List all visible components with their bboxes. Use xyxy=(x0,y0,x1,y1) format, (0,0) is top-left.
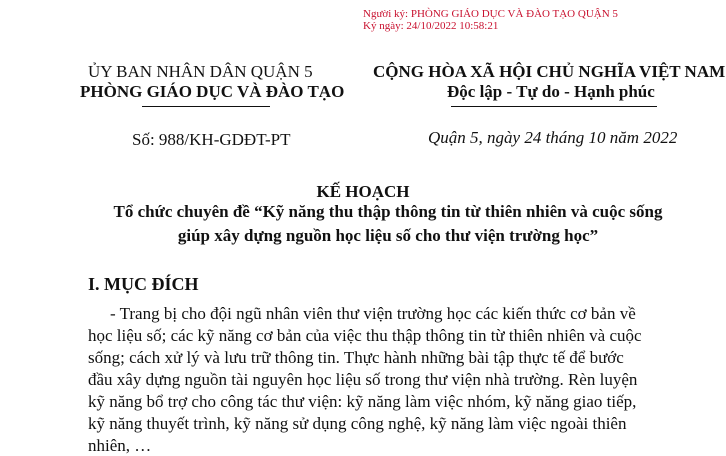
signature-signer: Người ký: PHÒNG GIÁO DỤC VÀ ĐÀO TẠO QUẬN 5 xyxy=(363,8,618,20)
motto-underline-divider xyxy=(451,106,657,107)
digital-signature xyxy=(363,8,618,32)
document-subtitle-line: giúp xây dựng nguồn học liệu số cho thư viện trường học” xyxy=(177,226,599,245)
document-number: Số: 988/KH-GDĐT-PT xyxy=(132,130,291,149)
place-and-date: Quận 5, ngày 24 tháng 10 năm 2022 xyxy=(428,128,678,147)
national-motto: Độc lập - Tự do - Hạnh phúc xyxy=(447,82,655,101)
body-text-line: học liệu số; các kỹ năng cơ bản của việc thu thập thông tin từ thiên nhiên và cuộc xyxy=(88,326,642,345)
body-text-line: sống; cách xử lý và lưu trữ thông tin. Thực hành những bài tập thực tế để bước xyxy=(88,348,624,367)
signature-date: Ký ngày: 24/10/2022 10:58:21 xyxy=(363,20,499,32)
body-text-line: nhiên, … xyxy=(88,436,152,455)
document-title: KẾ HOẠCH xyxy=(316,182,410,201)
org-underline-divider xyxy=(142,106,270,107)
body-text-line: - Trang bị cho đội ngũ nhân viên thư viện trường học các kiến thức cơ bản về xyxy=(110,304,636,323)
section-heading: I. MỤC ĐÍCH xyxy=(88,274,199,294)
document-subtitle-line: Tổ chức chuyên đề “Kỹ năng thu thập thông tin từ thiên nhiên và cuộc sống xyxy=(113,202,663,221)
national-title: CỘNG HÒA XÃ HỘI CHỦ NGHĨA VIỆT NAM xyxy=(373,62,726,81)
body-text-line: kỹ năng thuyết trình, kỹ năng sử dụng công nghệ, kỹ năng làm việc ngoài thiên xyxy=(88,414,627,433)
body-text-line: đầu xây dựng nguồn tài nguyên học liệu số trong thư viện nhà trường. Rèn luyện xyxy=(88,370,638,389)
issuing-department: PHÒNG GIÁO DỤC VÀ ĐÀO TẠO xyxy=(80,82,345,101)
body-text-line: kỹ năng bổ trợ cho công tác thư viện: kỹ năng làm việc nhóm, kỹ năng giao tiếp, xyxy=(88,392,637,411)
issuing-authority: ỦY BAN NHÂN DÂN QUẬN 5 xyxy=(88,62,313,81)
